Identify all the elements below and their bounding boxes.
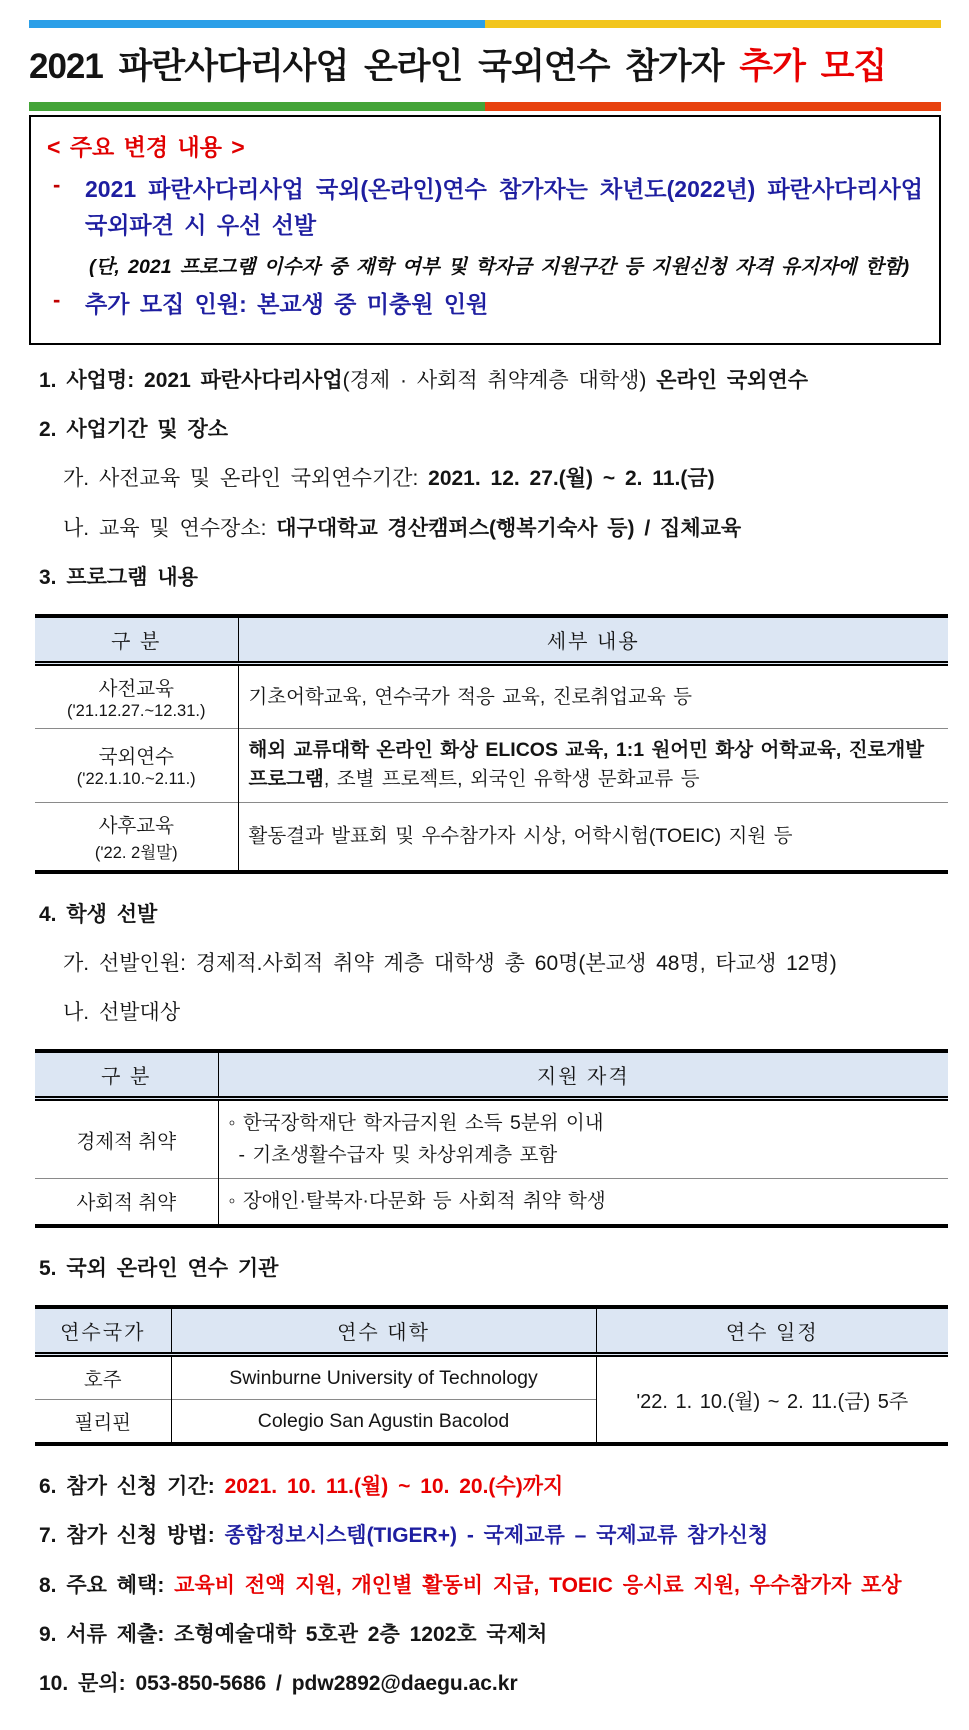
section-4b-selection-target bbox=[63, 1000, 947, 1026]
table-row bbox=[35, 1355, 948, 1400]
section-9-document-submission bbox=[39, 1622, 947, 1648]
notice-condition-note: (단, 2021 프로그램 이수자 중 재학 여부 및 학자금 지원구간 등 지원신청 자격 유지자에 한함) bbox=[89, 256, 910, 279]
table-row bbox=[35, 729, 948, 803]
section-10-contact bbox=[39, 1671, 947, 1697]
qualification-subline: - 기초생활수급자 및 차상위계층 포함 bbox=[238, 1143, 558, 1166]
submission-place-value: 조형예술대학 5호관 2층 1202호 국제처 bbox=[174, 1622, 548, 1646]
institution-table bbox=[35, 1305, 948, 1446]
schedule-cell: '22. 1. 10.(월) ~ 2. 11.(금) 5주 bbox=[596, 1355, 948, 1445]
page-title bbox=[29, 39, 947, 89]
row-label-cell: 사회적 취약 bbox=[35, 1178, 218, 1226]
phase-dates: ('22.1.10.~2.11.) bbox=[76, 770, 196, 789]
section-8-benefits bbox=[39, 1573, 947, 1599]
content-normal: , 조별 프로젝트, 외국인 유학생 문화교류 등 bbox=[323, 768, 700, 791]
table-row bbox=[35, 802, 948, 872]
section-4-student-selection bbox=[39, 902, 947, 928]
phase-name: 사전교육 bbox=[98, 678, 174, 701]
row-content-cell bbox=[238, 664, 948, 729]
section-label: 1. 사업명: bbox=[39, 368, 145, 392]
country-cell: 호주 bbox=[83, 1369, 122, 1392]
column-header-qualification: 지원 자격 bbox=[218, 1051, 948, 1099]
content-normal: 기초어학교육, 연수국가 적응 교육, 진로취업교육 등 bbox=[248, 685, 693, 708]
sub-item-label: 나. 교육 및 연수장소: bbox=[63, 516, 277, 540]
section-7-application-method bbox=[39, 1523, 947, 1549]
phase-dates: ('21.12.27.~12.31.) bbox=[67, 702, 206, 721]
column-header-category: 구 분 bbox=[35, 1051, 218, 1099]
table-header-row bbox=[35, 1051, 948, 1099]
program-name-suffix: 온라인 국외연수 bbox=[656, 368, 809, 392]
row-label-cell: 경제적 취약 bbox=[76, 1130, 177, 1153]
row-label-cell bbox=[35, 664, 238, 729]
section-2a-training-period bbox=[63, 466, 947, 492]
country-cell: 필리핀 bbox=[35, 1400, 171, 1445]
university-cell: Swinburne University of Technology bbox=[171, 1355, 596, 1400]
notice-item-additional-quota bbox=[47, 287, 923, 323]
dash-bullet: - bbox=[53, 287, 61, 313]
notice-item-text: 2021 파란사다리사업 국외(온라인)연수 참가자는 차년도(2022년) 파란사다리사업 국외파견 시 우선 선발 bbox=[85, 176, 923, 238]
top-color-bar bbox=[29, 20, 941, 28]
table-header-row bbox=[35, 1307, 948, 1355]
section-label: 6. 참가 신청 기간: bbox=[39, 1475, 225, 1499]
sub-item-label: 가. 선발인원: 경제적.사회적 취약 계층 대학생 총 60명(본교생 48명, 타교생 12명) bbox=[63, 951, 837, 975]
phase-name: 국외연수 bbox=[98, 746, 174, 769]
notice-heading: < 주요 변경 내용 > bbox=[47, 134, 245, 160]
qualification-line: ◦ 한국장학재단 학자금지원 소득 5분위 이내 bbox=[228, 1112, 604, 1135]
table-header-row bbox=[35, 616, 948, 664]
content-normal: 활동결과 발표회 및 우수참가자 시상, 어학시험(TOEIC) 지원 등 bbox=[248, 824, 793, 847]
dash-bullet: - bbox=[53, 172, 61, 197]
phase-dates: ('22. 2월말) bbox=[94, 843, 178, 862]
row-content-cell bbox=[218, 1178, 948, 1226]
section-label: 2. 사업기간 및 장소 bbox=[39, 418, 229, 442]
section-label: 8. 주요 혜택: bbox=[39, 1573, 175, 1597]
training-place-value: 대구대학교 경산캠퍼스(행복기숙사 등) / 집체교육 bbox=[276, 516, 742, 540]
section-2-period-place bbox=[39, 417, 947, 443]
notice-item-priority-selection bbox=[47, 172, 923, 243]
title-main-text: 2021 파란사다리사업 온라인 국외연수 참가자 bbox=[29, 47, 740, 86]
section-3-program-content bbox=[39, 565, 947, 591]
section-label: 10. 문의: bbox=[39, 1672, 136, 1696]
column-header-detail: 세부 내용 bbox=[238, 616, 948, 664]
notice-item-text: 추가 모집 인원: 본교생 중 미충원 인원 bbox=[85, 291, 489, 318]
notice-box bbox=[29, 115, 941, 345]
section-5-institutions bbox=[39, 1256, 947, 1282]
table-row bbox=[35, 1178, 948, 1226]
sub-item-label: 가. 사전교육 및 온라인 국외연수기간: bbox=[63, 467, 429, 491]
row-label-cell bbox=[35, 802, 238, 872]
section-label: 5. 국외 온라인 연수 기관 bbox=[39, 1256, 279, 1280]
column-header-country: 연수국가 bbox=[35, 1307, 171, 1355]
benefits-value: 교육비 전액 지원, 개인별 활동비 지급, TOEIC 응시료 지원, 우수참가자 포상 bbox=[174, 1573, 902, 1597]
section-label: 9. 서류 제출: bbox=[39, 1622, 175, 1646]
qualification-line: ◦ 장애인·탈북자·다문화 등 사회적 취약 학생 bbox=[228, 1189, 606, 1212]
top-bar-yellow-segment bbox=[485, 20, 941, 28]
row-label-cell bbox=[35, 729, 238, 803]
section-2b-training-place bbox=[63, 516, 947, 542]
row-content-cell bbox=[238, 729, 948, 803]
program-name-bold: 2021 파란사다리사업 bbox=[144, 368, 343, 392]
content-bold: 해외 교류대학 온라인 화상 ELICOS 교육, 1:1 원어민 화상 어학교육, 진로개발 프로그램 bbox=[248, 739, 925, 791]
top-bar-blue-segment bbox=[29, 20, 485, 28]
contact-value: 053-850-5686 / pdw2892@daegu.ac.kr bbox=[135, 1672, 518, 1696]
section-6-application-period bbox=[39, 1474, 947, 1500]
table-row bbox=[35, 1099, 948, 1178]
row-content-cell bbox=[218, 1099, 948, 1178]
section-label: 7. 참가 신청 방법: bbox=[39, 1524, 225, 1548]
section-label: 3. 프로그램 내용 bbox=[39, 565, 198, 589]
university-cell: Colegio San Agustin Bacolod bbox=[171, 1400, 596, 1445]
title-highlight-text: 추가 모집 bbox=[739, 47, 887, 86]
section-1-program-name bbox=[39, 368, 947, 394]
eligibility-table bbox=[35, 1049, 948, 1228]
table-row bbox=[35, 664, 948, 729]
column-header-schedule: 연수 일정 bbox=[596, 1307, 948, 1355]
program-content-table bbox=[35, 614, 948, 874]
sub-item-label: 나. 선발대상 bbox=[63, 1001, 181, 1025]
mid-color-bar bbox=[29, 102, 941, 111]
application-method-value: 종합정보시스템(TIGER+) - 국제교류 – 국제교류 참가신청 bbox=[224, 1524, 769, 1548]
phase-name: 사후교육 bbox=[98, 814, 174, 837]
column-header-university: 연수 대학 bbox=[171, 1307, 596, 1355]
section-label: 4. 학생 선발 bbox=[39, 902, 158, 926]
application-period-value: 2021. 10. 11.(월) ~ 10. 20.(수)까지 bbox=[224, 1475, 564, 1499]
column-header-category: 구 분 bbox=[35, 616, 238, 664]
row-content-cell bbox=[238, 802, 948, 872]
training-period-value: 2021. 12. 27.(월) ~ 2. 11.(금) bbox=[428, 467, 715, 491]
mid-bar-red-segment bbox=[485, 102, 941, 111]
program-name-detail: (경제 · 사회적 취약계층 대학생) bbox=[342, 368, 657, 392]
mid-bar-green-segment bbox=[29, 102, 485, 111]
section-4a-selection-count bbox=[63, 951, 947, 977]
